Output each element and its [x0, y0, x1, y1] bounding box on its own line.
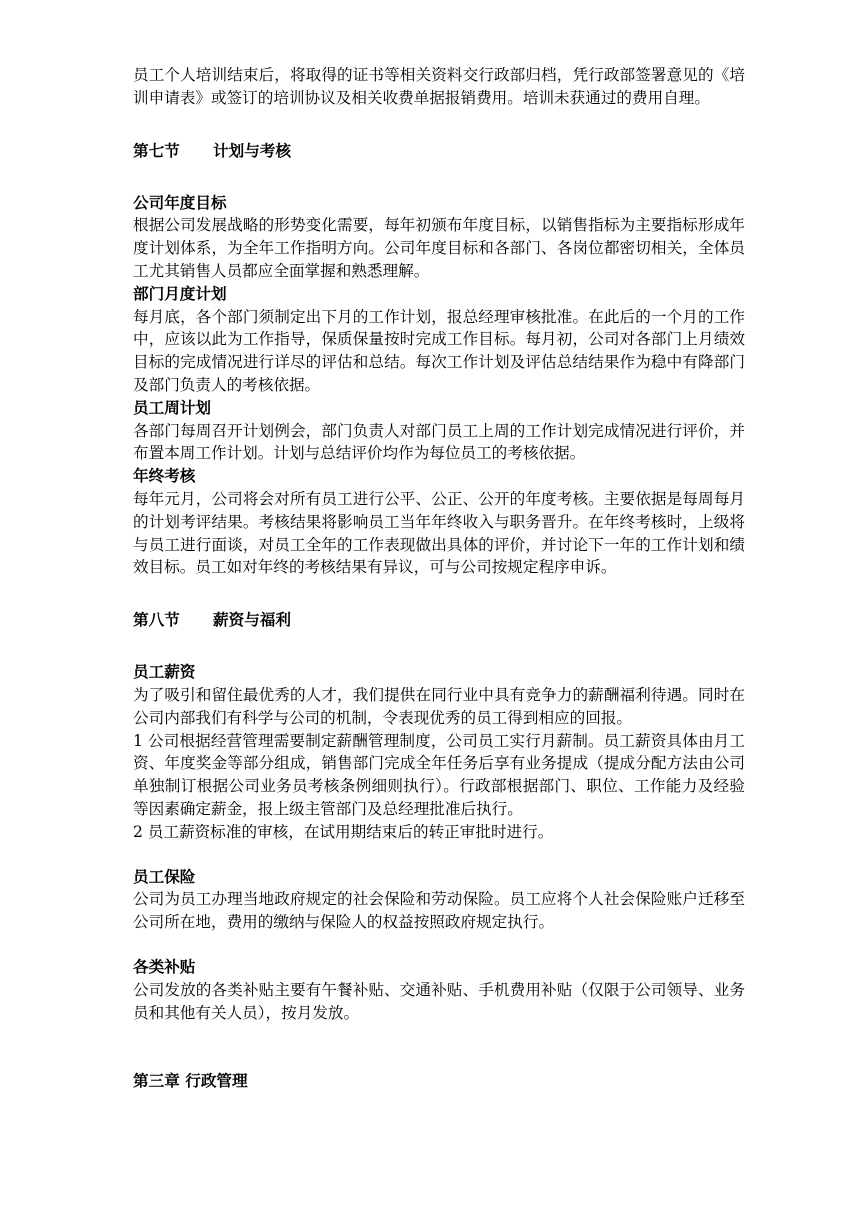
weekly-plan-text: 各部门每周召开计划例会，部门负责人对部门员工上周的工作计划完成情况进行评价，并布置本周工作计划。计划与总结评价均作为每位员工的考核依据。	[133, 421, 745, 463]
salary-item-2: 2 员工薪资标准的审核，在试用期结束后的转正审批时进行。	[133, 822, 554, 841]
intro-paragraph: 员工个人培训结束后，将取得的证书等相关资料交行政部归档，凭行政部签署意见的《培训申请表》或签订的培训协议及相关收费单据报销费用。培训未获通过的费用自理。	[133, 66, 745, 107]
subsidy-text: 公司发放的各类补贴主要有午餐补贴、交通补贴、手机费用补贴（仅限于公司领导、业务员和其他有关人员），按月发放。	[133, 980, 745, 1022]
annual-goal-text: 根据公司发展战略的形势变化需要，每年初颁布年度目标，以销售指标为主要指标形成年度计划体系，为全年工作指明方向。公司年度目标和各部门、各岗位都密切相关，全体员工尤其销售人员都应全面掌握和熟悉理解。	[133, 216, 745, 280]
monthly-plan-heading: 部门月度计划	[133, 284, 227, 303]
year-end-review-text: 每年元月，公司将会对所有员工进行公平、公正、公开的年度考核。主要依据是每周每月的计划考评结果。考核结果将影响员工当年年终收入与职务晋升。在年终考核时，上级将与员工进行面谈，对员工全年的工作表现做出具体的评价，并讨论下一年的工作计划和绩效目标。员工如对年终的考核结果有异议，可与公司按规定程序申诉。	[133, 489, 745, 577]
chapter-3-heading	[133, 1070, 745, 1092]
salary-item-1: 1 公司根据经营管理需要制定薪酬管理制度，公司员工实行月薪制。员工薪资具体由月工资、年度奖金等部分组成，销售部门完成全年任务后享有业务提成（提成分配方法由公司单独制订根据公司业务员考核条例细则执行）。行政部根据部门、职位、工作能力及经验等因素确定薪金，报上级主管部门及总经理批准后执行。	[133, 731, 745, 818]
insurance-text: 公司为员工办理当地政府规定的社会保险和劳动保险。员工应将个人社会保险账户迁移至公司所在地，费用的缴纳与保险人的权益按照政府规定执行。	[133, 890, 745, 932]
section-7-heading	[133, 140, 745, 162]
weekly-plan-heading: 员工周计划	[133, 398, 211, 417]
section-8-heading	[133, 609, 745, 631]
section-number: 第八节	[133, 611, 180, 630]
subsidy-heading: 各类补贴	[133, 957, 196, 976]
section-number: 第七节	[133, 141, 180, 160]
salary-heading: 员工薪资	[133, 663, 196, 682]
section-title: 薪资与福利	[213, 611, 291, 630]
chapter-title: 行政管理	[185, 1072, 248, 1091]
section-title: 计划与考核	[213, 141, 291, 160]
salary-text: 为了吸引和留住最优秀的人才，我们提供在同行业中具有竞争力的薪酬福利待遇。同时在公司内部我们有科学与公司的机制，令表现优秀的员工得到相应的回报。	[133, 685, 745, 727]
year-end-review-heading: 年终考核	[133, 467, 196, 486]
annual-goal-heading: 公司年度目标	[133, 193, 227, 212]
insurance-heading: 员工保险	[133, 867, 196, 886]
monthly-plan-text: 每月底，各个部门须制定出下月的工作计划，报总经理审核批准。在此后的一个月的工作中，应该以此为工作指导，保质保量按时完成工作目标。每月初，公司对各部门上月绩效目标的完成情况进行详尽的评估和总结。每次工作计划及评估总结结果作为稳中有降部门及部门负责人的考核依据。	[133, 307, 745, 394]
chapter-number: 第三章	[133, 1072, 180, 1091]
document-page	[133, 64, 745, 1092]
